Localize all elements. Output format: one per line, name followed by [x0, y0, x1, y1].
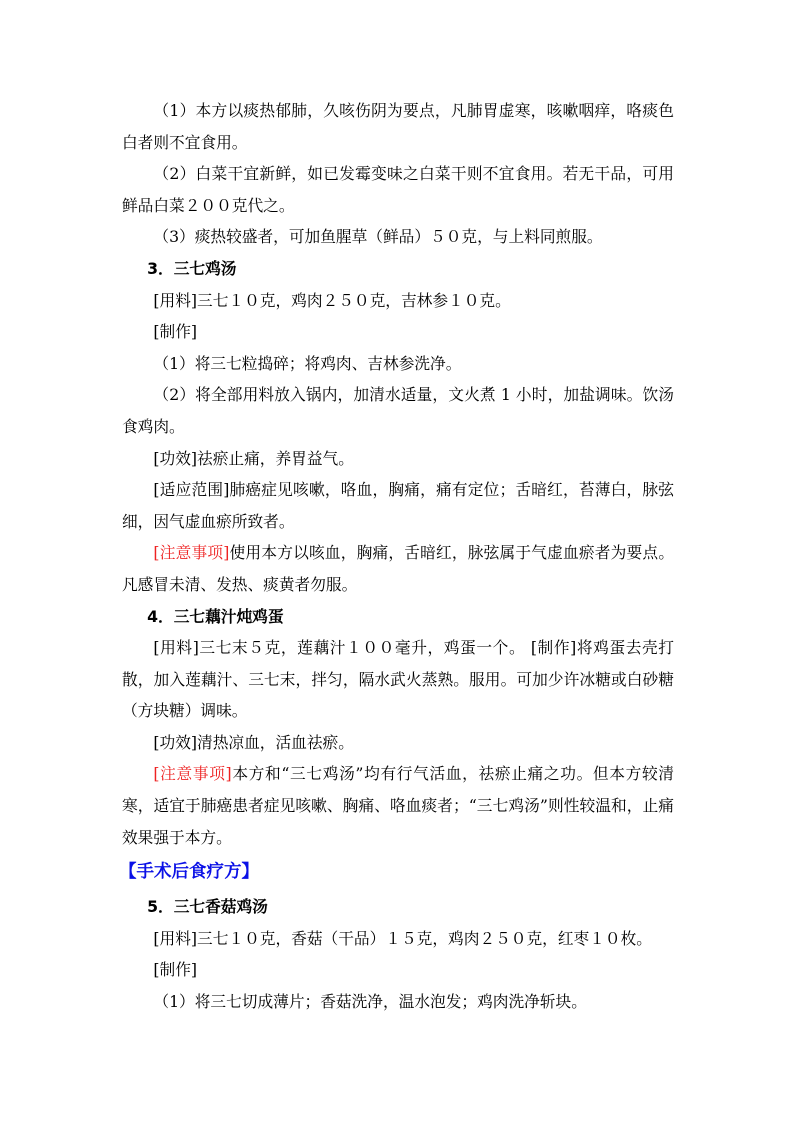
note-paragraph: （2）白菜干宜新鲜，如已发霉变味之白菜干则不宜食用。若无干品，可用鲜品白菜２００克代之。 [122, 164, 674, 215]
recipe-step: （1）将三七粒捣碎；将鸡肉、吉林参洗净。 [153, 353, 462, 373]
recipe-method-label: [制作] [153, 322, 198, 342]
caution-text: 本方和“三七鸡汤”均有行气活血，祛瘀止痛之功。但本方较清寒，适宜于肺癌患者症见咳嗽、胸痛、咯血痰者；“三七鸡汤”则性较温和，止痛效果强于本方。 [122, 764, 674, 847]
recipe-step: （1）将三七切成薄片；香菇洗净，温水泡发；鸡肉洗净斩块。 [153, 992, 587, 1012]
note-paragraph: （1）本方以痰热郁肺，久咳伤阴为要点，凡肺胃虚寒，咳嗽咽痒，咯痰色白者则不宜食用。 [122, 101, 674, 152]
caution-text: 使用本方以咳血，胸痛，舌暗红，脉弦属于气虚血瘀者为要点。凡感冒未清、发热、痰黄者勿服。 [122, 543, 675, 594]
recipe-caution [122, 758, 674, 853]
section-title: 【手术后食疗方】 [119, 862, 259, 883]
caution-label: [注意事项] [153, 764, 232, 784]
recipe-title: 4．三七藕汁炖鸡蛋 [147, 606, 284, 626]
recipe-ingredients: [用料]三七１０克，鸡肉２５０克，吉林参１０克。 [153, 290, 511, 310]
recipe-step: （2）将全部用料放入锅内，加清水适量，文火煮 1 小时，加盐调味。饮汤食鸡肉。 [122, 385, 674, 436]
recipe-effect: [功效]清热凉血，活血祛瘀。 [153, 732, 354, 752]
recipe-indication: [适应范围]肺癌症见咳嗽，咯血，胸痛，痛有定位；舌暗红，苔薄白，脉弦细，因气虚血瘀所致者。 [122, 480, 674, 531]
recipe-ingredients: [用料]三七末５克，莲藕汁１００毫升，鸡蛋一个。 [制作]将鸡蛋去壳打散，加入莲藕汁、三七末，拌匀，隔水武火蒸熟。服用。可加少许冰糖或白砂糖（方块糖）调味。 [122, 638, 674, 721]
recipe-effect: [功效]祛瘀止痛，养胃益气。 [153, 448, 354, 468]
document-page [119, 95, 675, 1018]
recipe-method-label: [制作] [153, 960, 198, 980]
note-paragraph: （3）痰热较盛者，可加鱼腥草（鲜品）５０克，与上料同煎服。 [153, 227, 603, 247]
recipe-title: 3．三七鸡汤 [147, 258, 237, 278]
caution-label: [注意事项] [153, 543, 230, 563]
recipe-title: 5．三七香菇鸡汤 [147, 897, 268, 917]
recipe-ingredients: [用料]三七１０克，香菇（干品）１５克，鸡肉２５０克，红枣１０枚。 [153, 928, 652, 948]
recipe-caution [122, 537, 674, 600]
